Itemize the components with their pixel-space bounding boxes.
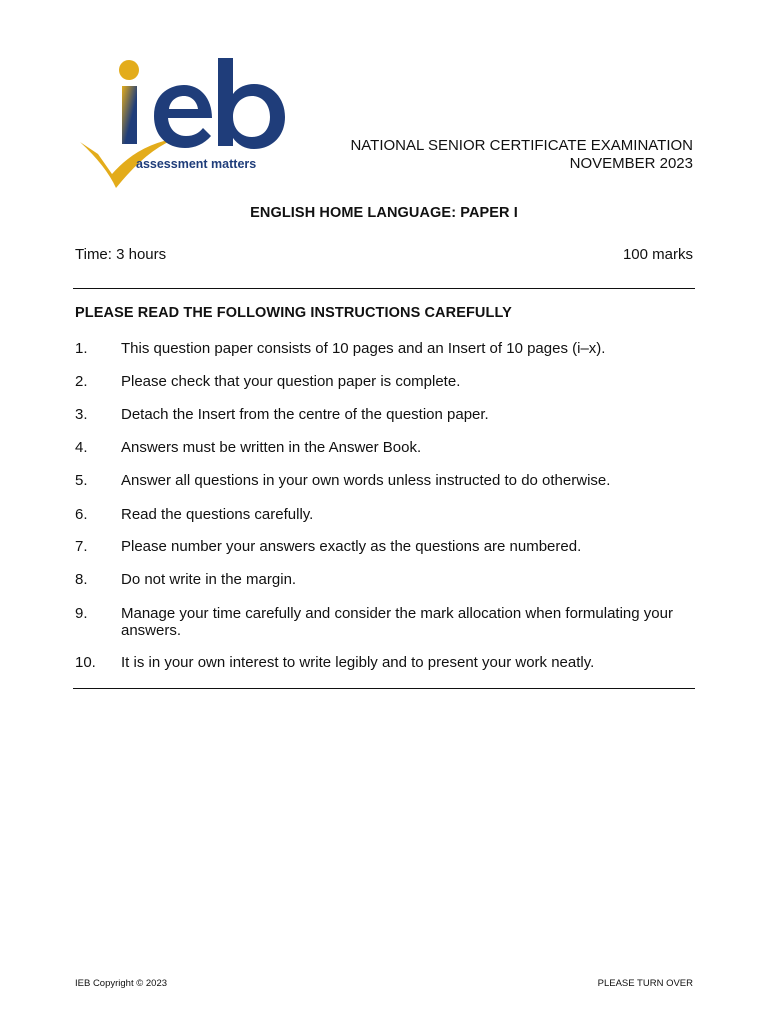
footer-copyright: IEB Copyright © 2023: [75, 978, 168, 989]
instruction-number: 5.: [75, 472, 88, 489]
instruction-number: 1.: [75, 340, 88, 357]
instruction-text: Please check that your question paper is complete.: [121, 373, 461, 390]
instruction-text: It is in your own interest to write legibly and to present your work neatly.: [121, 654, 595, 671]
instruction-text: Answer all questions in your own words unless instructed to do otherwise.: [121, 472, 611, 489]
instruction-text: Manage your time carefully and consider the mark allocation when formulating your answers.: [121, 605, 673, 639]
instruction-item: [75, 605, 695, 639]
exam-session: NOVEMBER 2023: [569, 155, 693, 172]
instruction-text: Do not write in the margin.: [121, 571, 297, 588]
instruction-item: [75, 340, 695, 357]
divider-bottom: [73, 688, 695, 689]
total-marks: 100 marks: [622, 246, 693, 263]
instruction-item: [75, 439, 695, 456]
instruction-item: [75, 538, 695, 555]
instruction-number: 3.: [75, 406, 88, 423]
instruction-item: [75, 406, 695, 423]
instructions-heading: PLEASE READ THE FOLLOWING INSTRUCTIONS CAREFULLY: [75, 305, 512, 321]
paper-title: ENGLISH HOME LANGUAGE: PAPER I: [250, 205, 518, 221]
instruction-item: [75, 571, 695, 588]
instruction-number: 6.: [75, 506, 88, 523]
instruction-text: This question paper consists of 10 pages and an Insert of 10 pages (i–x).: [121, 340, 606, 357]
logo-tagline: assessment matters: [136, 157, 257, 171]
instruction-number: 4.: [75, 439, 88, 456]
instruction-number: 7.: [75, 538, 88, 555]
instruction-item: [75, 373, 695, 390]
time-marks-row: [75, 246, 693, 263]
time-allowed: Time: 3 hours: [75, 246, 167, 263]
exam-header: [350, 137, 693, 173]
footer-turn-over: PLEASE TURN OVER: [597, 978, 693, 989]
instruction-item: [75, 472, 695, 489]
instruction-text: Read the questions carefully.: [121, 506, 314, 523]
instruction-number: 2.: [75, 373, 88, 390]
ieb-logo: [78, 56, 290, 190]
instruction-item: [75, 654, 695, 671]
exam-name: NATIONAL SENIOR CERTIFICATE EXAMINATION: [350, 137, 693, 154]
instruction-number: 9.: [75, 605, 88, 622]
instruction-text: Please number your answers exactly as the questions are numbered.: [121, 538, 582, 555]
instruction-text: Answers must be written in the Answer Book.: [121, 439, 422, 456]
instruction-number: 8.: [75, 571, 88, 588]
divider-top: [73, 288, 695, 289]
instruction-item: [75, 506, 695, 523]
instruction-number: 10.: [75, 654, 96, 671]
instruction-text: Detach the Insert from the centre of the question paper.: [121, 406, 489, 423]
